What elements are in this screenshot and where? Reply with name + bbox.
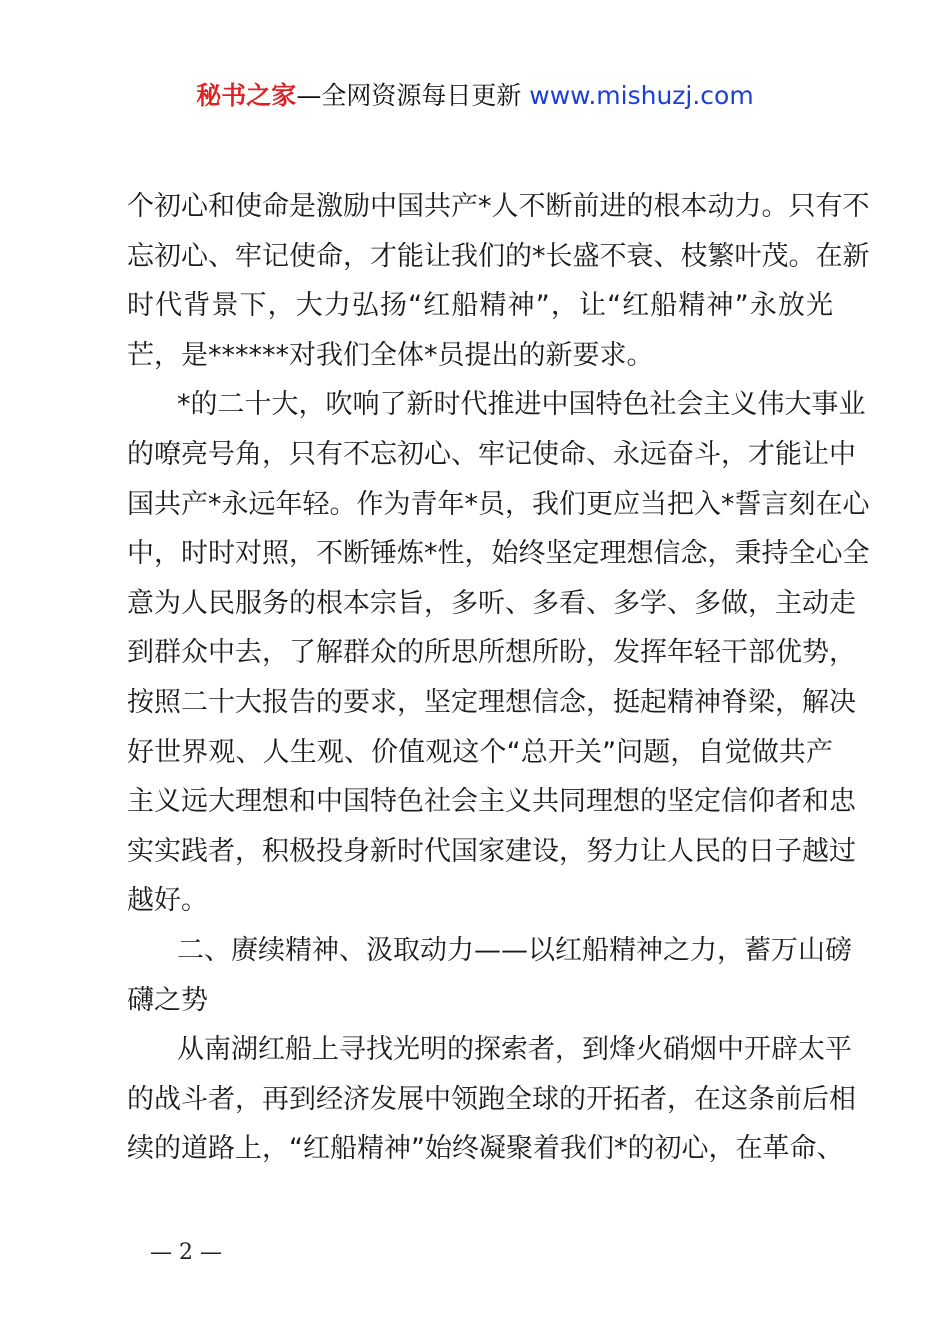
text-line: 好世界观、人生观、价值观这个“总开关”问题，自觉做共产 (127, 736, 833, 768)
site-header (0, 80, 950, 112)
text-line: 越好。 (127, 885, 208, 917)
text-line: 主义远大理想和中国特色社会主义共同理想的坚定信仰者和忠 (127, 786, 856, 818)
header-tagline: —全网资源每日更新 (296, 81, 522, 110)
text-line: 到群众中去，了解群众的所思所想所盼，发挥年轻干部优势， (127, 637, 856, 669)
text-line: 个初心和使命是激励中国共产*人不断前进的根本动力。只有不 (127, 191, 870, 222)
text-line: 续的道路上，“红船精神”始终凝聚着我们*的初心，在革命、 (127, 1133, 844, 1165)
text-line: 按照二十大报告的要求，坚定理想信念，挺起精神脊梁，解决 (127, 686, 856, 718)
text-line: 从南湖红船上寻找光明的探索者，到烽火硝烟中开辟太平 (177, 1034, 852, 1066)
text-line: 实实践者，积极投身新时代国家建设，努力让人民的日子越过 (127, 835, 856, 867)
text-line: 忘初心、牢记使命，才能让我们的*长盛不衰、枝繁叶茂。在新 (127, 240, 870, 272)
site-url[interactable]: www.mishuzj.com (529, 81, 754, 110)
text-line: 芒，是******对我们全体*员提出的新要求。 (127, 339, 654, 371)
text-line: *的二十大，吹响了新时代推进中国特色社会主义伟大事业 (177, 389, 866, 421)
text-line: 时代背景下，大力弘扬“红船精神”，让“红船精神”永放光 (127, 290, 833, 322)
text-line: 国共产*永远年轻。作为青年*员，我们更应当把入*誓言刻在心 (127, 488, 870, 520)
page-number: — 2 — (150, 1240, 222, 1265)
text-line: 中，时时对照，不断锤炼*性，始终坚定理想信念，秉持全心全 (127, 538, 870, 570)
document-body (127, 182, 870, 1174)
brand-name: 秘书之家 (196, 81, 297, 110)
section-heading-line: 二、赓续精神、汲取动力——以红船精神之力，蓄万山磅 (177, 934, 852, 966)
text-line: 的战斗者，再到经济发展中领跑全球的开拓者，在这条前后相 (127, 1083, 856, 1115)
text-line: 的嘹亮号角，只有不忘初心、牢记使命、永远奋斗，才能让中 (127, 438, 856, 470)
text-line: 意为人民服务的根本宗旨，多听、多看、多学、多做，主动走 (127, 587, 856, 619)
section-heading-line: 礴之势 (127, 984, 208, 1016)
